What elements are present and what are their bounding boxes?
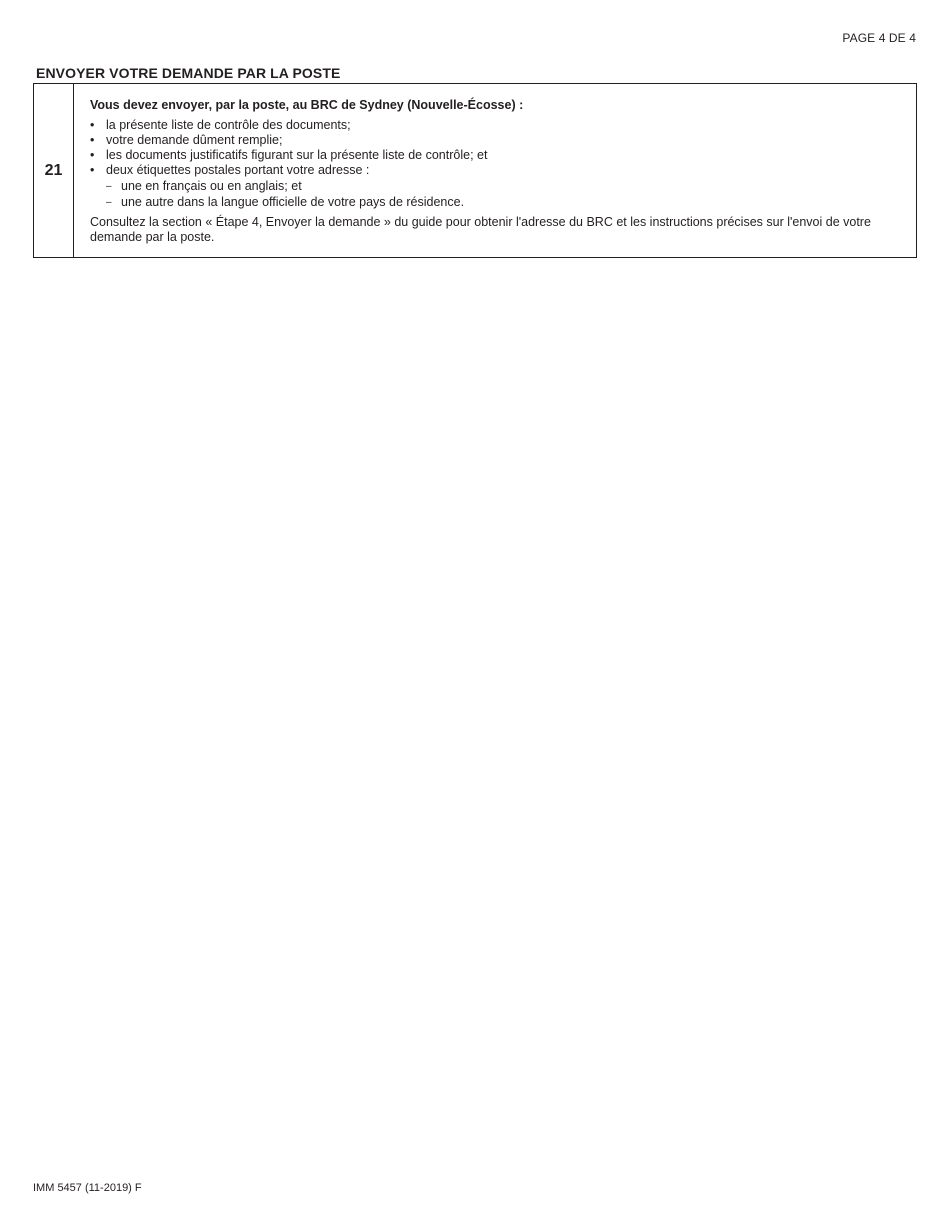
dash-icon: – — [106, 181, 112, 192]
sub-list-item — [90, 179, 900, 194]
required-items-list — [90, 118, 900, 210]
list-item — [90, 163, 900, 210]
form-code: IMM 5457 (11-2019) F — [33, 1182, 142, 1194]
bullet-icon: • — [90, 148, 95, 162]
sub-list-item — [90, 195, 900, 210]
list-item-text: la présente liste de contrôle des documents; — [106, 118, 351, 132]
bullet-icon: • — [90, 163, 95, 177]
page-number: PAGE 4 DE 4 — [842, 31, 916, 45]
bullet-icon: • — [90, 118, 95, 132]
bullet-icon: • — [90, 133, 95, 147]
label-language-list — [106, 179, 900, 210]
list-item-text: deux étiquettes postales portant votre adresse : — [106, 163, 370, 177]
dash-icon: – — [106, 197, 112, 208]
list-item — [90, 148, 900, 163]
sub-list-item-text: une autre dans la langue officielle de votre pays de résidence. — [121, 195, 465, 209]
guide-reference-note: Consultez la section « Étape 4, Envoyer la demande » du guide pour obtenir l'adresse du BRC et les instructions précises sur l'envoi de votre demande par la poste. — [90, 215, 871, 244]
instructions-content — [74, 84, 916, 257]
list-item — [90, 133, 900, 148]
mailing-instructions-box — [33, 83, 917, 258]
instructions-intro: Vous devez envoyer, par la poste, au BRC de Sydney (Nouvelle-Écosse) : — [90, 98, 524, 112]
item-number: 21 — [34, 84, 74, 257]
list-item — [90, 118, 900, 133]
list-item-text: les documents justificatifs figurant sur la présente liste de contrôle; et — [106, 148, 488, 162]
list-item-text: votre demande dûment remplie; — [106, 133, 283, 147]
section-title: ENVOYER VOTRE DEMANDE PAR LA POSTE — [36, 65, 341, 81]
sub-list-item-text: une en français ou en anglais; et — [121, 179, 302, 193]
